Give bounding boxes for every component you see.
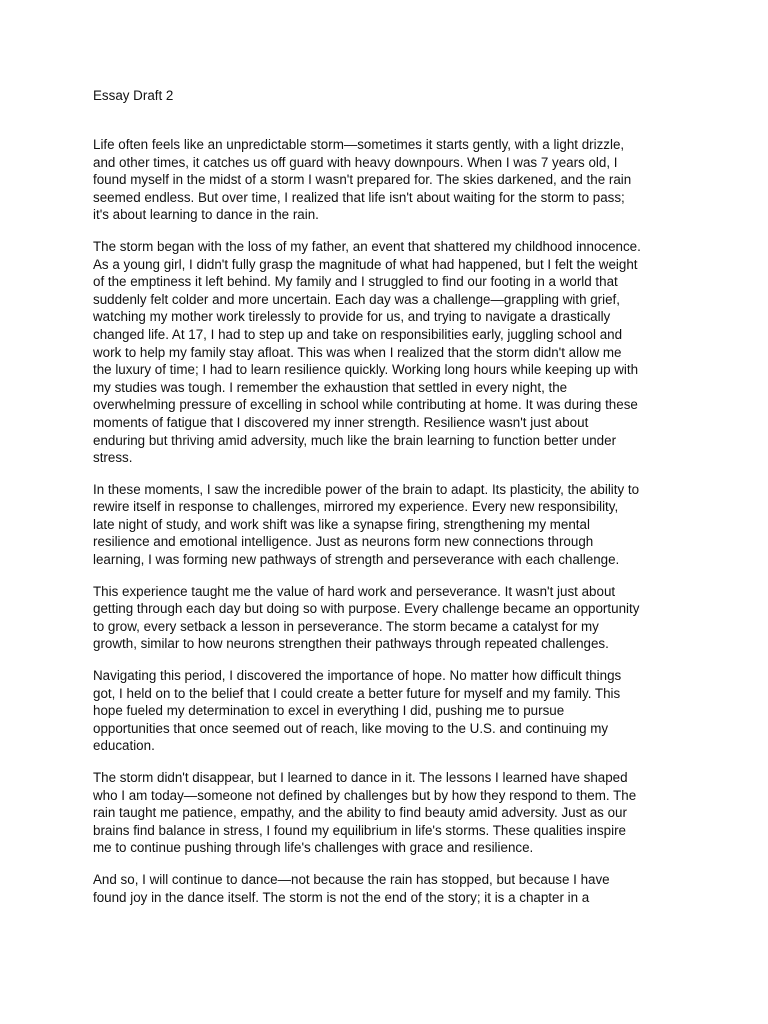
paragraph-line: The storm didn't disappear, but I learned to dance in it. The lessons I learned have shaped <box>93 770 628 785</box>
paragraph-line: rain taught me patience, empathy, and the ability to find beauty amid adversity. Just as our <box>93 805 627 821</box>
paragraph-line: getting through each day but doing so with purpose. Every challenge became an opportunity <box>93 601 640 617</box>
paragraph-line: education. <box>93 738 155 754</box>
paragraph-line: found joy in the dance itself. The storm is not the end of the story; it is a chapter in a <box>93 889 590 905</box>
paragraph-line: the luxury of time; I had to learn resilience quickly. Working long hours while keeping up with <box>93 362 639 378</box>
paragraph-line: rewire itself in response to challenges, mirrored my experience. Every new responsibility, <box>93 499 619 515</box>
paragraph-2 <box>93 238 675 467</box>
paragraph-line: of the emptiness it left behind. My family and I struggled to find our footing in a world that <box>93 274 618 290</box>
paragraph-line: changed life. At 17, I had to step up and take on responsibilities early, juggling school and <box>93 326 623 342</box>
paragraph-line: stress. <box>93 450 133 466</box>
paragraph-line: to grow, every setback a lesson in perseverance. The storm became a catalyst for my <box>93 618 599 634</box>
paragraph-line: Navigating this period, I discovered the importance of hope. No matter how difficult things <box>93 668 622 684</box>
paragraph-6 <box>93 769 675 857</box>
paragraph-line: moments of fatigue that I discovered my inner strength. Resilience wasn't just about <box>93 414 589 430</box>
paragraph-line: seemed endless. But over time, I realized that life isn't about waiting for the storm to pass; <box>93 189 625 205</box>
paragraph-3 <box>93 481 675 569</box>
paragraph-line: enduring but thriving amid adversity, much like the brain learning to function better under <box>93 432 617 448</box>
paragraph-line: got, I held on to the belief that I could create a better future for myself and my family. This <box>93 685 621 701</box>
paragraph-line: late night of study, and work shift was like a synapse firing, strengthening my mental <box>93 516 590 532</box>
paragraph-line: me to continue pushing through life's challenges with grace and resilience. <box>93 840 534 856</box>
paragraph-line: and other times, it catches us off guard with heavy downpours. When I was 7 years old, I <box>93 154 618 170</box>
paragraph-line: overwhelming pressure of excelling in school while contributing at home. It was during these <box>93 397 638 413</box>
paragraph-line: brains find balance in stress, I found my equilibrium in life's storms. These qualities inspire <box>93 822 626 838</box>
paragraph-line: my studies was tough. I remember the exhaustion that settled in every night, the <box>93 379 568 395</box>
paragraph-line: This experience taught me the value of hard work and perseverance. It wasn't just about <box>93 583 616 599</box>
paragraph-line: opportunities that once seemed out of reach, like moving to the U.S. and continuing my <box>93 720 609 736</box>
paragraph-line: In these moments, I saw the incredible power of the brain to adapt. Its plasticity, the ability to <box>93 481 640 497</box>
paragraph-7 <box>93 871 675 906</box>
paragraph-5 <box>93 667 675 755</box>
paragraph-line: As a young girl, I didn't fully grasp the magnitude of what had happened, but I felt the weight <box>93 256 638 272</box>
paragraph-line: watching my mother work tirelessly to provide for us, and trying to navigate a drastically <box>93 309 611 325</box>
paragraph-line: work to help my family stay afloat. This was when I realized that the storm didn't allow me <box>93 344 622 360</box>
paragraph-4 <box>93 583 675 653</box>
paragraph-line: found myself in the midst of a storm I wasn't prepared for. The skies darkened, and the rain <box>93 172 632 188</box>
paragraph-line: suddenly felt colder and more uncertain. Each day was a challenge—grappling with grief, <box>93 291 621 307</box>
paragraph-line: The storm began with the loss of my father, an event that shattered my childhood innocence. <box>93 238 641 254</box>
paragraph-line: hope fueled my determination to excel in everything I did, pushing me to pursue <box>93 703 565 719</box>
essay-body <box>93 136 675 920</box>
paragraph-line: resilience and emotional intelligence. Just as neurons form new connections through <box>93 534 594 550</box>
paragraph-line: growth, similar to how neurons strengthen their pathways through repeated challenges. <box>93 636 609 652</box>
paragraph-line: learning, I was forming new pathways of strength and perseverance with each challenge. <box>93 552 620 568</box>
paragraph-line: Life often feels like an unpredictable storm—sometimes it starts gently, with a light drizzle, <box>93 137 625 152</box>
paragraph-line: it's about learning to dance in the rain. <box>93 207 319 223</box>
paragraph-line: who I am today—someone not defined by challenges but by how they respond to them. The <box>93 787 637 803</box>
document-title: Essay Draft 2 <box>93 88 174 103</box>
paragraph-1 <box>93 136 675 224</box>
paragraph-line: And so, I will continue to dance—not because the rain has stopped, but because I have <box>93 871 610 887</box>
